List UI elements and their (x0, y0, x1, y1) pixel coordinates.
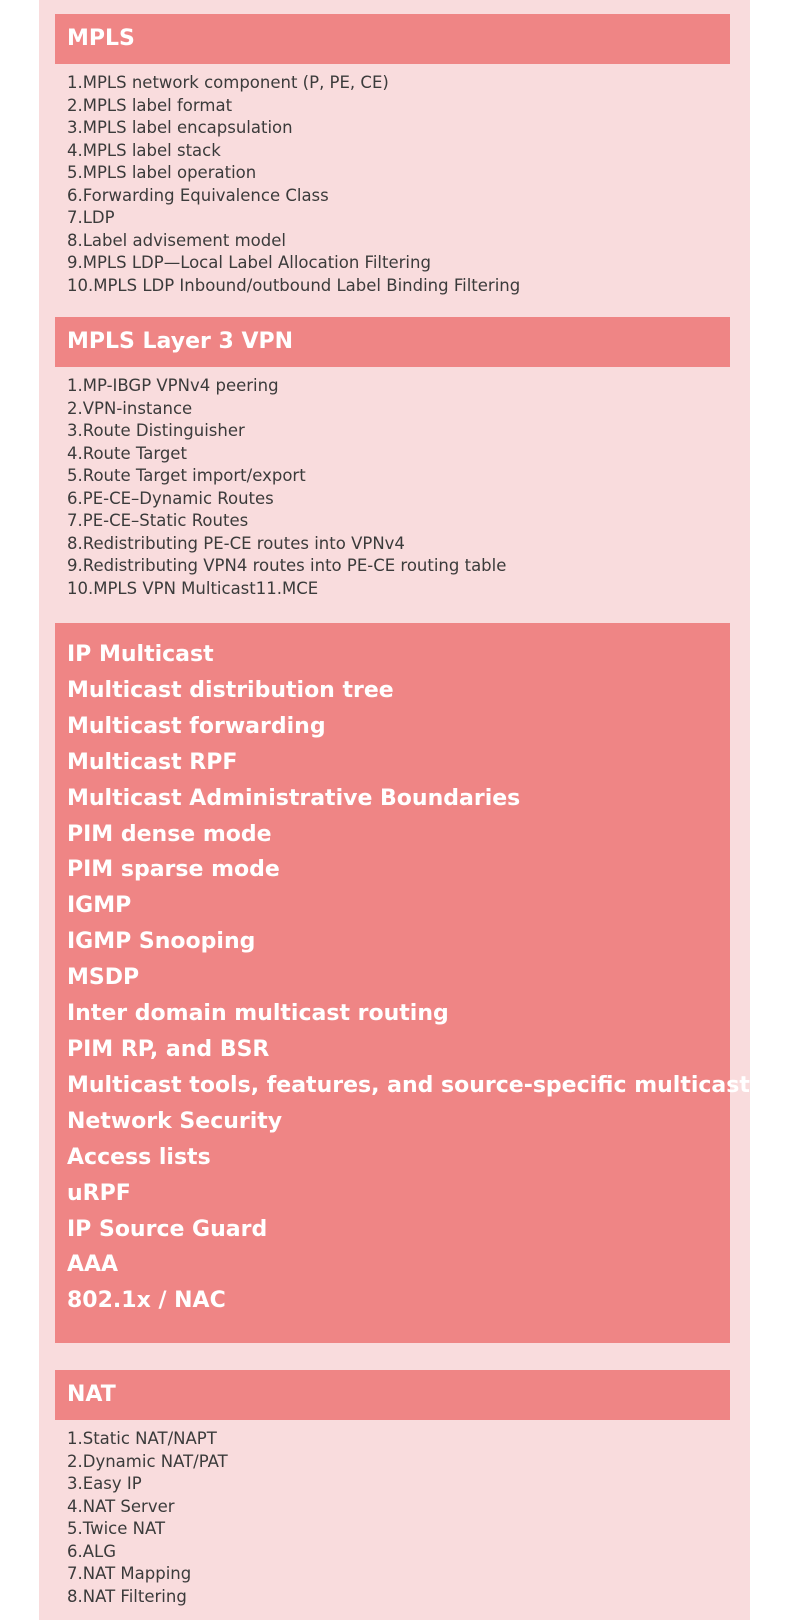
list-item: 802.1x / NAC (67, 1288, 226, 1314)
list-item: 7.NAT Mapping (67, 1564, 192, 1583)
mpls-section-title: MPLS (55, 14, 730, 64)
list-item: PIM dense mode (67, 821, 272, 847)
list-item: 8.NAT Filtering (67, 1586, 187, 1606)
list-item: IP Multicast (67, 642, 214, 667)
l3vpn-topic-list (55, 367, 730, 600)
list-item: 4.NAT Server (67, 1496, 175, 1516)
list-item: 10.MPLS LDP Inbound/outbound Label Binding Filtering (67, 275, 521, 295)
list-item: uRPF (67, 1180, 131, 1206)
list-item: IP Source Guard (67, 1216, 268, 1242)
nat-section-title: NAT (55, 1370, 730, 1420)
list-item: IGMP (67, 893, 132, 919)
list-item: 4.Route Target (67, 443, 187, 463)
mpls-section (55, 14, 730, 314)
list-item: Inter domain multicast routing (67, 1001, 449, 1027)
list-item: PIM sparse mode (67, 857, 280, 883)
list-item: 9.Redistributing VPN4 routes into PE-CE routing table (67, 556, 507, 575)
list-item: PIM RP, and BSR (67, 1036, 270, 1062)
mpls-topic-list (55, 64, 730, 297)
list-item: Multicast forwarding (67, 713, 326, 739)
list-item: Multicast RPF (67, 749, 238, 775)
list-item: 9.MPLS LDP—Local Label Allocation Filtering (67, 253, 431, 272)
list-item: 2.Dynamic NAT/PAT (67, 1451, 228, 1471)
list-item: 2.MPLS label format (67, 95, 233, 115)
list-item: Access lists (67, 1144, 211, 1170)
list-item: 6.PE-CE–Dynamic Routes (67, 488, 274, 508)
list-item: 1.Static NAT/NAPT (67, 1429, 217, 1448)
l3vpn-section-title: MPLS Layer 3 VPN (55, 317, 730, 367)
l3vpn-section (55, 317, 730, 617)
list-item: 5.MPLS label operation (67, 163, 257, 182)
nat-section (55, 1370, 730, 1620)
list-item: 8.Label advisement model (67, 230, 286, 250)
list-item: 6.ALG (67, 1541, 117, 1561)
list-item: Multicast tools, features, and source-specific multicast (67, 1072, 750, 1098)
list-item: Network Security (67, 1108, 283, 1134)
list-item: 10.MPLS VPN Multicast11.MCE (67, 578, 319, 598)
list-item: 1.MP-IBGP VPNv4 peering (67, 376, 279, 395)
list-item: 5.Route Target import/export (67, 466, 306, 485)
list-item: 2.VPN-instance (67, 398, 193, 418)
list-item: 1.MPLS network component (P, PE, CE) (67, 73, 389, 92)
list-item: 3.Route Distinguisher (67, 421, 245, 440)
list-item: 4.MPLS label stack (67, 140, 221, 160)
list-item: MSDP (67, 965, 140, 991)
list-item: 8.Redistributing PE-CE routes into VPNv4 (67, 533, 405, 553)
list-item: 3.MPLS label encapsulation (67, 118, 293, 137)
list-item: 3.Easy IP (67, 1474, 142, 1493)
multicast-security-block (55, 623, 750, 1343)
list-item: IGMP Snooping (67, 929, 256, 955)
multicast-security-list (55, 623, 750, 1319)
list-item: 6.Forwarding Equivalence Class (67, 185, 329, 205)
list-item: 5.Twice NAT (67, 1519, 166, 1538)
list-item: 7.LDP (67, 208, 115, 227)
nat-topic-list (55, 1420, 730, 1608)
list-item: Multicast distribution tree (67, 677, 394, 703)
list-item: Multicast Administrative Boundaries (67, 785, 521, 811)
list-item: 7.PE-CE–Static Routes (67, 511, 249, 530)
list-item: AAA (67, 1252, 119, 1278)
